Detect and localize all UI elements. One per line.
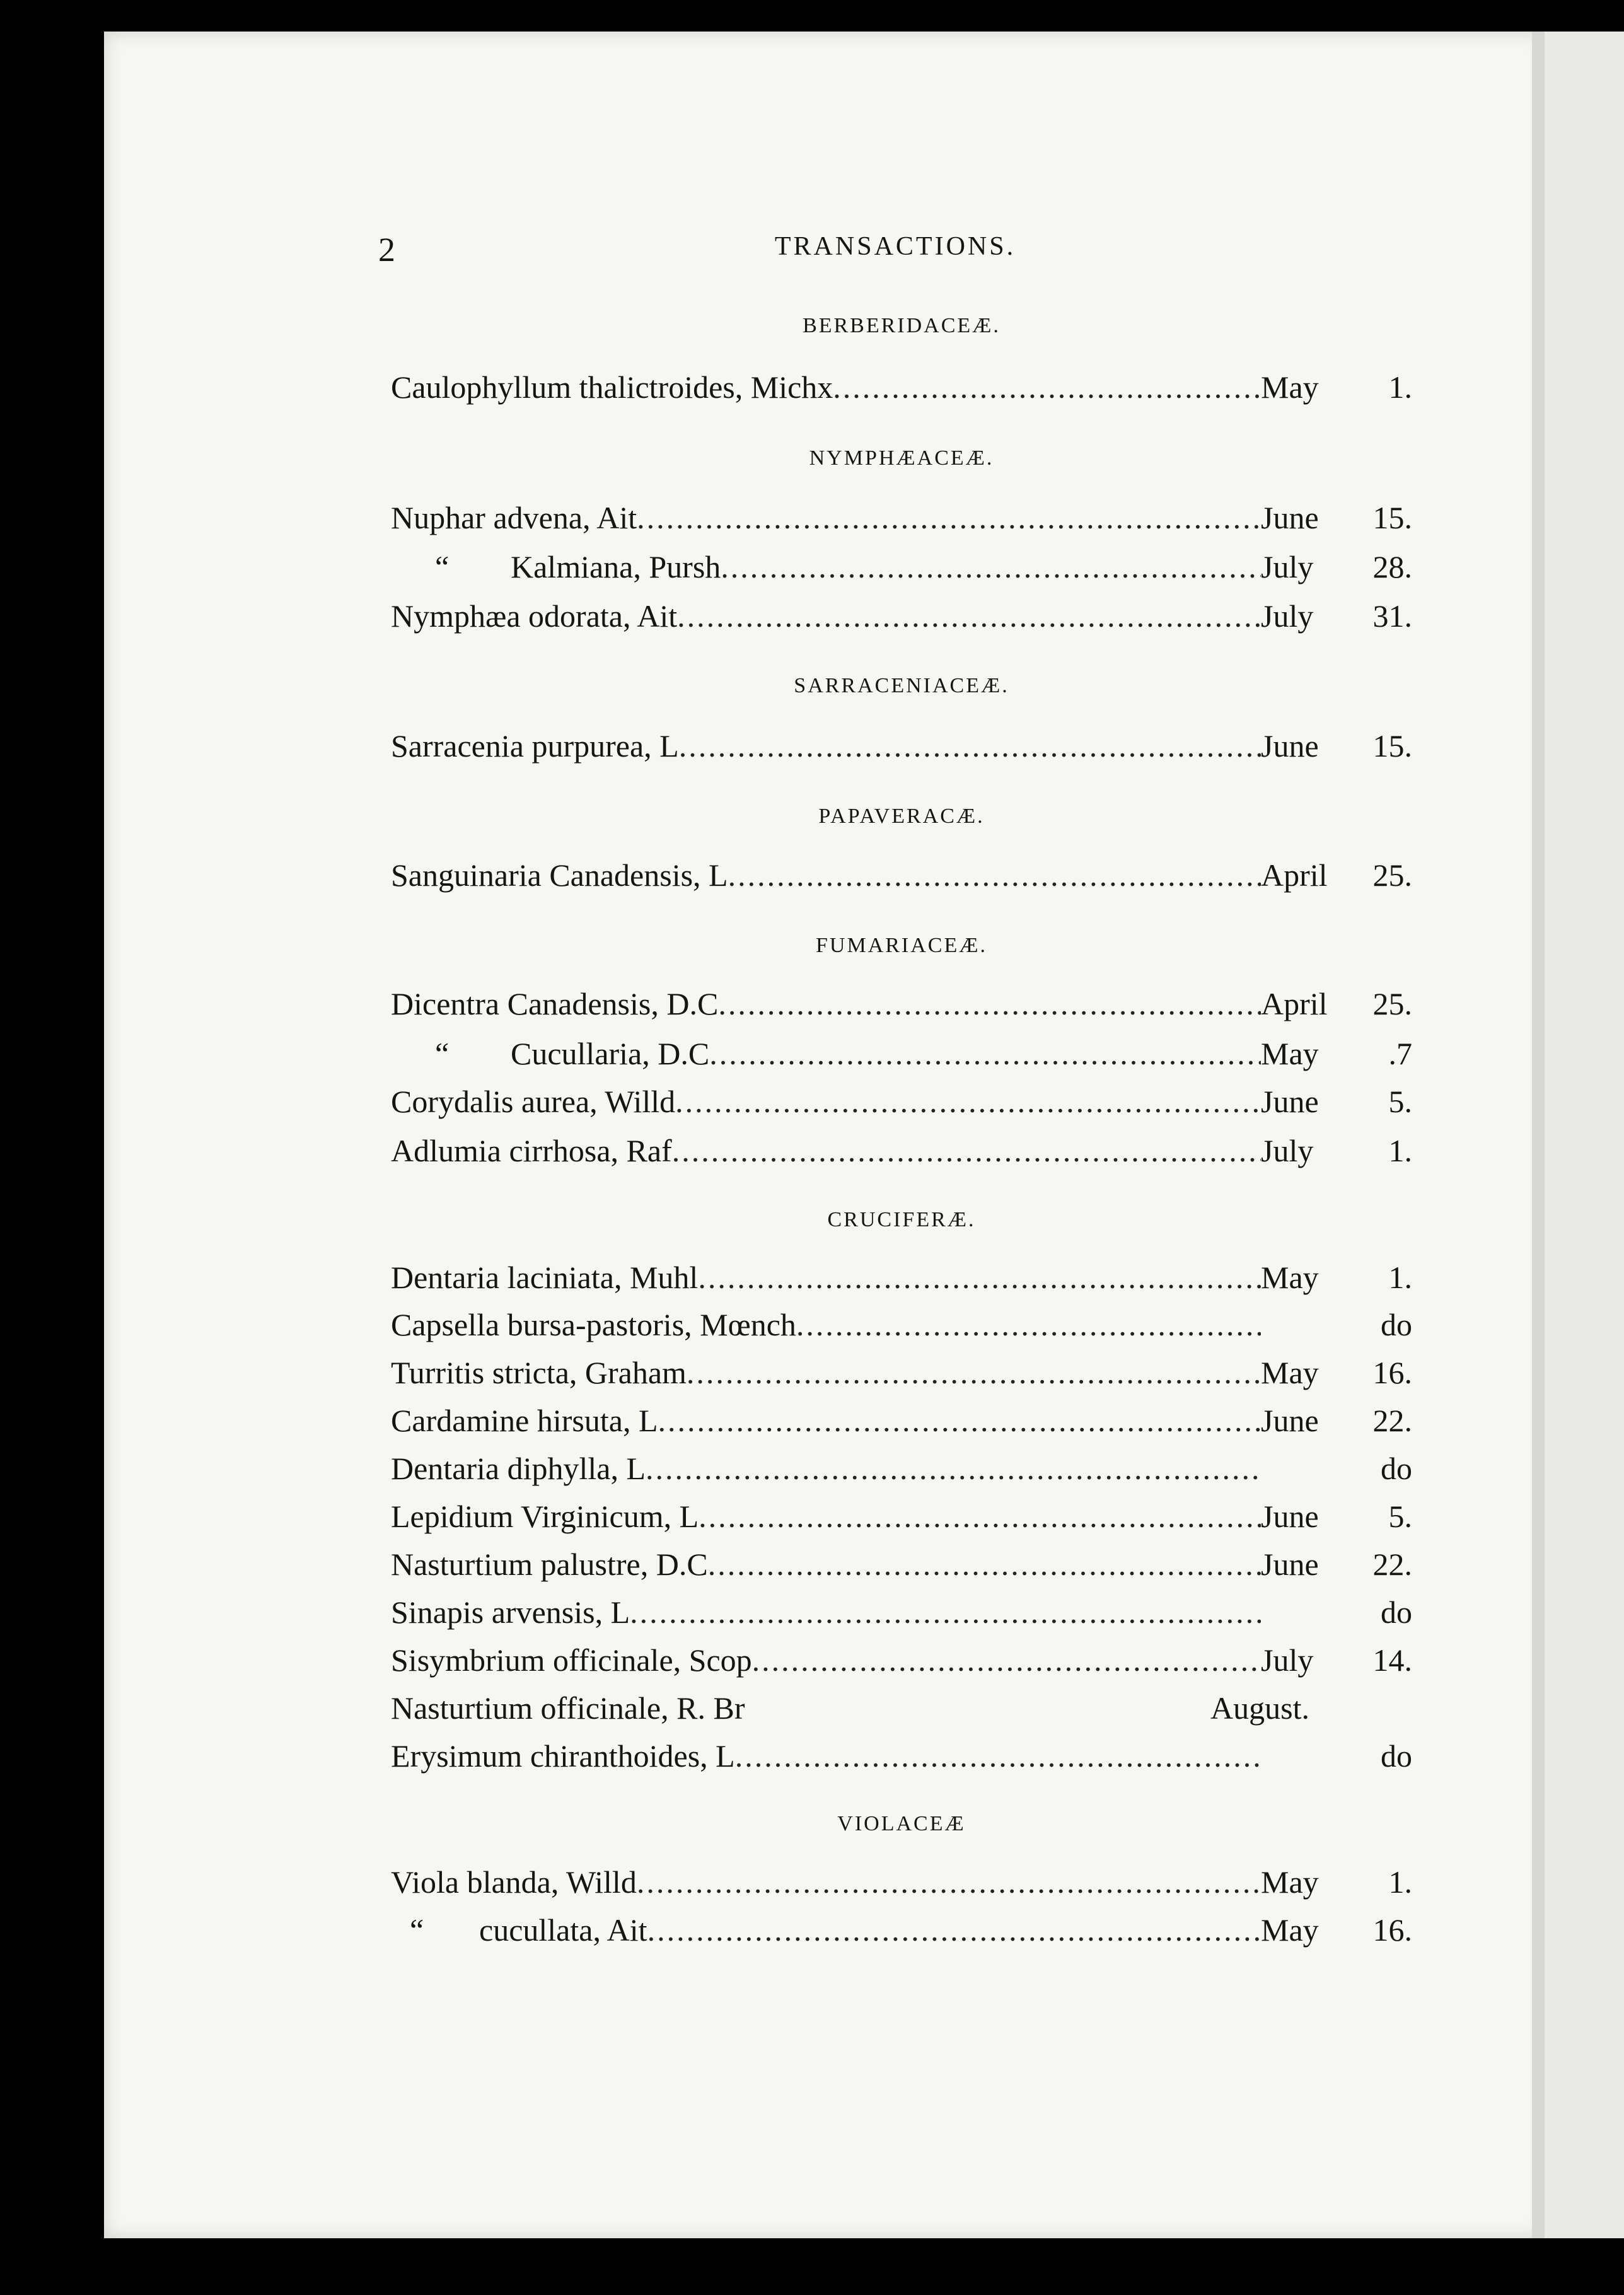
page-content (378, 224, 1412, 1989)
species-entry (391, 1304, 1412, 1345)
species-entry (391, 725, 1412, 767)
species-entry (391, 1033, 1412, 1074)
flowering-month: July (1261, 549, 1314, 584)
species-entry (391, 366, 1412, 408)
flowering-month: May (1261, 1912, 1319, 1948)
page-header (378, 224, 1412, 268)
species-name: Turritis stricta, Graham (391, 1355, 687, 1390)
flowering-day: 15. (1372, 500, 1412, 535)
ditto-mark: “ (410, 1912, 424, 1948)
species-entry (391, 854, 1412, 896)
family-heading: NYMPHÆACEÆ. (809, 446, 994, 470)
species-name: Nymphæa odorata, Ait (391, 598, 678, 634)
dot-leader (672, 1130, 1261, 1171)
dot-leader (630, 1591, 1261, 1633)
dot-leader (718, 983, 1261, 1025)
flowering-day: 1. (1388, 1864, 1412, 1900)
flowering-day: 5. (1388, 1499, 1412, 1534)
species-epithet: Cucullaria, D.C (511, 1036, 710, 1071)
dot-leader (658, 1400, 1262, 1441)
flowering-day: 1. (1388, 1133, 1412, 1168)
flowering-day: 1. (1388, 1260, 1412, 1295)
flowering-month: June (1261, 500, 1319, 535)
species-name: Cardamine hirsuta, L (391, 1403, 658, 1438)
scan-top-border (0, 0, 1624, 32)
species-name: Caulophyllum thalictroides, Michx (391, 369, 833, 405)
dot-leader (699, 1496, 1261, 1537)
family-heading: CRUCIFERÆ. (827, 1208, 976, 1231)
species-name: Dentaria laciniata, Muhl (391, 1260, 699, 1295)
dot-leader (735, 1735, 1261, 1777)
species-entry (391, 1735, 1412, 1777)
species-entry (391, 1543, 1412, 1585)
family-heading: PAPAVERACÆ. (818, 805, 985, 828)
species-name: Nasturtium officinale, R. Br (391, 1690, 745, 1726)
species-epithet: cucullata, Ait (479, 1912, 647, 1948)
dot-leader (679, 725, 1261, 767)
flowering-month: June (1261, 1499, 1319, 1534)
flowering-day: 25. (1372, 986, 1412, 1021)
species-entry (391, 1591, 1412, 1633)
species-entry (391, 497, 1412, 538)
dot-leader (833, 366, 1261, 408)
species-entry (391, 1496, 1412, 1537)
species-name: Nasturtium palustre, D.C (391, 1547, 708, 1582)
species-entry (391, 1861, 1412, 1903)
species-name (391, 1033, 709, 1074)
flowering-month: May (1261, 1864, 1319, 1900)
species-name: Sanguinaria Canadensis, L (391, 857, 728, 893)
species-name: Corydalis aurea, Willd (391, 1084, 676, 1119)
flowering-day: do (1381, 1595, 1412, 1630)
flowering-day: 15. (1372, 728, 1412, 764)
species-name: Erysimum chiranthoides, L (391, 1738, 735, 1774)
flowering-day: 22. (1372, 1403, 1412, 1438)
species-entry (391, 1081, 1412, 1122)
species-name (391, 546, 721, 588)
flowering-month: May (1261, 369, 1319, 405)
flowering-month: May (1261, 1036, 1319, 1071)
scan-bottom-border (104, 2238, 1624, 2295)
flowering-day: 22. (1372, 1547, 1412, 1582)
species-entry (391, 1257, 1412, 1298)
dot-leader (677, 595, 1261, 637)
species-entry (391, 1352, 1412, 1393)
dot-leader (708, 1543, 1261, 1585)
dot-leader (687, 1352, 1261, 1393)
flowering-day: 1. (1388, 369, 1412, 405)
flowering-month: July (1261, 598, 1314, 634)
dot-leader (752, 1639, 1261, 1681)
flowering-month: April (1261, 986, 1328, 1021)
dot-leader (728, 854, 1261, 896)
species-entry (391, 546, 1412, 588)
scan-left-border (0, 0, 104, 2295)
dot-leader (796, 1304, 1261, 1345)
ditto-mark: “ (435, 1036, 450, 1071)
flowering-day: 25. (1372, 857, 1412, 893)
page-number: 2 (378, 231, 395, 269)
family-heading: FUMARIACEÆ. (816, 934, 987, 957)
flowering-month: April (1261, 857, 1328, 893)
dot-leader (647, 1909, 1261, 1951)
species-name: Sisymbrium officinale, Scop (391, 1642, 752, 1678)
flowering-day: do (1381, 1451, 1412, 1486)
species-name: Capsella bursa-pastoris, Mœnch (391, 1307, 796, 1342)
dot-leader (698, 1257, 1261, 1298)
species-epithet: Kalmiana, Pursh (511, 549, 721, 584)
running-head: TRANSACTIONS. (774, 232, 1016, 261)
flowering-day: 28. (1372, 549, 1412, 584)
dot-leader (637, 1861, 1261, 1903)
dot-leader (709, 1033, 1261, 1074)
flowering-day: 16. (1372, 1355, 1412, 1390)
species-name: Sarracenia purpurea, L (391, 728, 679, 764)
dot-leader (721, 546, 1261, 588)
flowering-day: do (1381, 1738, 1412, 1774)
species-entry (391, 983, 1412, 1025)
flowering-day: 31. (1372, 598, 1412, 634)
species-name: Adlumia cirrhosa, Raf (391, 1133, 672, 1168)
flowering-month: June (1261, 728, 1319, 764)
family-heading: VIOLACEÆ (837, 1812, 966, 1835)
species-entry (391, 595, 1412, 637)
family-heading: BERBERIDACEÆ. (803, 314, 1000, 337)
page-fold-edge (1532, 32, 1545, 2238)
species-name: Lepidium Virginicum, L (391, 1499, 699, 1534)
flowering-day: 14. (1372, 1642, 1412, 1678)
flowering-month: June (1261, 1547, 1319, 1582)
species-name: Dentaria diphylla, L (391, 1451, 646, 1486)
flowering-month: May (1261, 1260, 1319, 1295)
flowering-month: May (1261, 1355, 1319, 1390)
dot-leader (675, 1081, 1261, 1122)
species-name: Nuphar advena, Ait (391, 500, 637, 535)
species-name: Sinapis arvensis, L (391, 1595, 630, 1630)
species-name: Viola blanda, Willd (391, 1864, 637, 1900)
species-entry (391, 1909, 1412, 1951)
flowering-day: 5. (1388, 1084, 1412, 1119)
species-entry (391, 1130, 1412, 1171)
flowering-month: August. (1210, 1690, 1309, 1726)
flowering-day: 16. (1372, 1912, 1412, 1948)
flowering-month: June (1261, 1084, 1319, 1119)
ditto-mark: “ (435, 549, 450, 584)
dot-leader (646, 1448, 1261, 1489)
flowering-day: do (1381, 1307, 1412, 1342)
flowering-month: June (1261, 1403, 1319, 1438)
dot-leader (637, 497, 1261, 538)
species-name (391, 1909, 647, 1951)
adjacent-page-edge (1545, 32, 1624, 2238)
species-entry (391, 1448, 1412, 1489)
species-entry (391, 1639, 1412, 1681)
flowering-month: July (1261, 1133, 1314, 1168)
flowering-day: .7 (1388, 1036, 1412, 1071)
species-entry (391, 1400, 1412, 1441)
species-entry (391, 1687, 1412, 1729)
species-name: Dicentra Canadensis, D.C (391, 986, 719, 1021)
family-heading: SARRACENIACEÆ. (794, 674, 1009, 697)
flowering-month: July (1261, 1642, 1314, 1678)
